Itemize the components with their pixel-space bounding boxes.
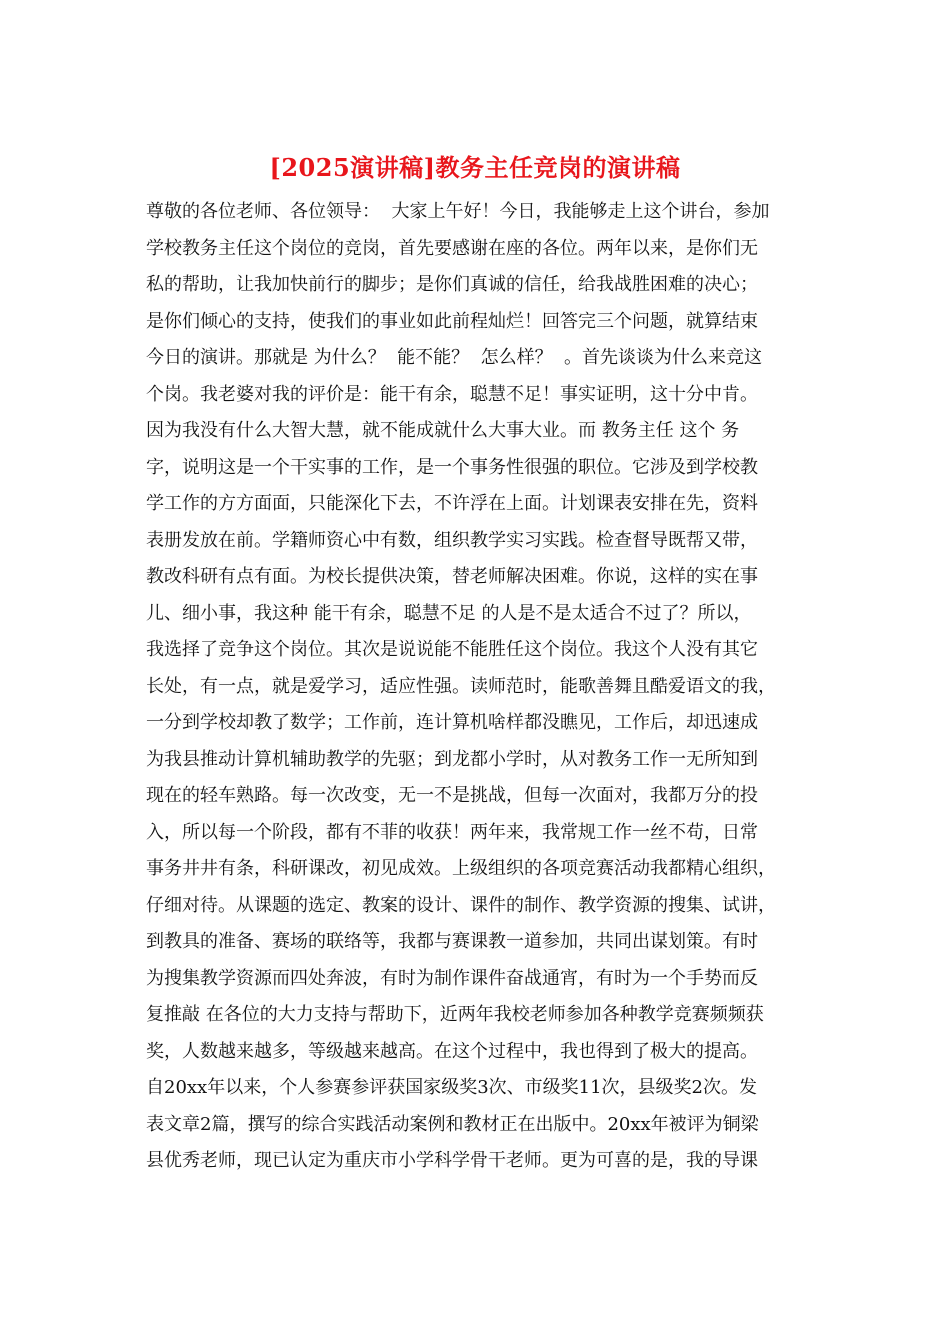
body-line: 到教具的准备、赛场的联络等，我都与赛课教一道参加，共同出谋划策。有时: [146, 931, 758, 952]
body-line: 学校教务主任这个岗位的竞岗，首先要感谢在座的各位。两年以来，是你们无: [146, 237, 758, 259]
body-line: 是你们倾心的支持，使我们的事业如此前程灿烂！回答完三个问题，就算结束: [146, 310, 758, 332]
body-line: 表册发放在前。学籍师资心中有数，组织教学实习实践。检查督导既帮又带，: [146, 529, 758, 551]
body-line: 奖，人数越来越多，等级越来越高。在这个过程中，我也得到了极大的提高。: [146, 1040, 758, 1062]
body-line: 儿、细小事，我这种 能干有余，聪慧不足 的人是不是太适合不过了？所以，: [146, 602, 752, 624]
body-line: 现在的轻车熟路。每一次改变，无一不是挑战，但每一次面对，我都万分的投: [146, 785, 758, 806]
body-line: 自20xx年以来，个人参赛参评获国家级奖3次、市级奖11次，县级奖2次。发: [146, 1077, 758, 1098]
body-line: 为我县推动计算机辅助教学的先驱；到龙都小学时，从对教务工作一无所知到: [146, 748, 758, 770]
body-line: 学工作的方方面面，只能深化下去，不许浮在上面。计划课表安排在先，资料: [146, 493, 758, 514]
document-body: [146, 194, 806, 1180]
body-line: 今日的演讲。那就是 为什么？ 能不能？ 怎么样？ 。首先谈谈为什么来竞这: [146, 347, 763, 368]
body-line: 县优秀老师，现已认定为重庆市小学科学骨干老师。更为可喜的是，我的导课: [146, 1150, 758, 1171]
body-line: 入，所以每一个阶段，都有不菲的收获！两年来，我常规工作一丝不苟，日常: [146, 821, 758, 843]
body-line: 复推敲 在各位的大力支持与帮助下，近两年我校老师参加各种教学竞赛频频获: [146, 1004, 764, 1025]
body-line: 私的帮助，让我加快前行的脚步；是你们真诚的信任，给我战胜困难的决心；: [146, 274, 758, 295]
body-line: 事务井井有条，科研课改，初见成效。上级组织的各项竞赛活动我都精心组织，: [146, 858, 776, 879]
body-line: 教改科研有点有面。为校长提供决策，替老师解决困难。你说，这样的实在事: [146, 566, 758, 587]
body-line: 一分到学校却教了数学；工作前，连计算机啥样都没瞧见，工作后，却迅速成: [146, 712, 758, 733]
body-line: 长处，有一点，就是爱学习，适应性强。读师范时，能歌善舞且酷爱语文的我，: [146, 675, 776, 697]
body-line: 因为我没有什么大智大慧，就不能成就什么大事大业。而 教务主任 这个 务: [146, 420, 740, 441]
body-line: 我选择了竞争这个岗位。其次是说说能不能胜任这个岗位。我这个人没有其它: [146, 639, 758, 660]
body-line: 为搜集教学资源而四处奔波，有时为制作课件奋战通宵，有时为一个手势而反: [146, 967, 758, 989]
body-line: 仔细对待。从课题的选定、教案的设计、课件的制作、教学资源的搜集、试讲，: [146, 894, 776, 916]
document-title: [2025演讲稿]教务主任竞岗的演讲稿: [269, 153, 681, 182]
body-line: 个岗。我老婆对我的评价是：能干有余，聪慧不足！事实证明，这十分中肯。: [146, 383, 758, 405]
body-line: 尊敬的各位老师、各位领导： 大家上午好！今日，我能够走上这个讲台，参加: [146, 201, 770, 222]
body-line: 表文章2篇，撰写的综合实践活动案例和教材正在出版中。20xx年被评为铜梁: [146, 1113, 759, 1135]
body-line: 字，说明这是一个干实事的工作，是一个事务性很强的职位。它涉及到学校教: [146, 456, 758, 478]
